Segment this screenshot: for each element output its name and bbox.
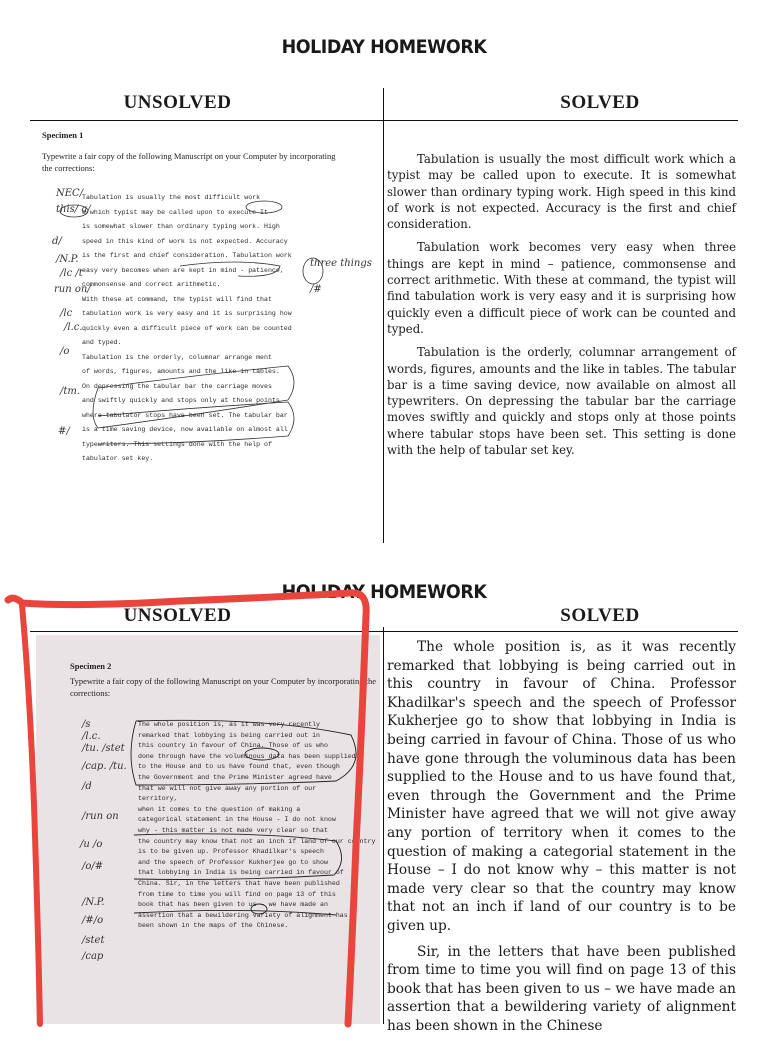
- loop-mark: [131, 720, 356, 785]
- proof-mark: /o: [60, 346, 70, 357]
- manuscript-line: remarked that lobbying is being carried out in: [138, 731, 321, 739]
- circle-mark: [303, 258, 323, 284]
- bracket-mark: [134, 910, 336, 915]
- proof-mark: /run on: [82, 811, 119, 822]
- proof-mark: run on/: [54, 284, 91, 295]
- manuscript-line: is a time saving device, now available on almost all: [82, 426, 288, 433]
- proof-mark: /N.P.: [82, 897, 105, 908]
- manuscript-line: that we will not give away any portion of our: [138, 784, 317, 792]
- manuscript-line: of words, figures, amounts and the like in tables.: [82, 368, 280, 375]
- proof-mark: /l.c.: [82, 731, 101, 742]
- homework-page-2: [0, 545, 768, 1034]
- manuscript-line: the Government and the Prime Minister agreed have: [138, 774, 332, 781]
- manuscript-line: when it comes to the question of making a: [138, 805, 301, 813]
- manuscript-line: territory,: [138, 795, 178, 803]
- manuscript-line: and swiftly quickly and stops only at those points: [82, 397, 280, 404]
- specimen-label: Specimen 1: [42, 130, 84, 140]
- unsolved-heading: UNSOLVED: [123, 605, 232, 626]
- header-rule: [30, 631, 738, 632]
- solved-paragraph: Tabulation is the orderly, columnar arrangement of words, figures, amounts and the like in tables. The tabular bar is a time saving device, now available on almost all typewriters. On depressing the tabular bar the carriage moves swiftly and quickly and stops only at those points where tabular stops have been set. This setting is done with the help of tabular set key.: [387, 345, 736, 458]
- column-divider: [383, 88, 384, 543]
- manuscript-line: done through have the voluminous data has been supplied: [138, 752, 356, 760]
- solved-paragraph: The whole position is, as it was recently remarked that lobbying is being carried out in this country in favour of China. Professor Khadilkar's speech and the speech of Professor Kukherjee go to show that lobbying in India is being carried in favour of China. Those of us who have gone through the voluminous data has been supplied to the House and to us have found that, even through the Government and the Prime Minister have agreed that we will not give away any portion of territory when it comes to the question of making a categorial statement in the House – I do not know why – this matter is not made very clear so that the country may know that not an inch if land of our country is to be given up.: [387, 639, 736, 934]
- solved-heading: SOLVED: [560, 92, 640, 113]
- loop-mark: [98, 402, 294, 444]
- manuscript-line: that lobbying in India is being carried in favour of: [138, 869, 344, 877]
- proof-mark: /cap. /tu.: [82, 761, 127, 772]
- manuscript-line: been shown in the maps of the Chinese.: [138, 922, 289, 930]
- proof-mark: /#: [310, 284, 322, 295]
- loop-mark: [134, 834, 342, 880]
- circle-mark: [60, 205, 88, 217]
- manuscript-line: is somewhat slower than ordinary typing work. High: [82, 223, 280, 230]
- proof-mark: /o/#: [82, 861, 104, 872]
- manuscript-line: typewriters. This settings done with the help of: [82, 440, 272, 448]
- specimen-instruction: Typewrite a fair copy of the following Manuscript on your Computer by incorporating the corrections:: [42, 151, 336, 173]
- proof-mark: NEC/: [56, 188, 84, 199]
- specimen-label: Specimen 2: [70, 661, 112, 671]
- manuscript-line: where tabulator stops have been set. The tabular bar: [82, 411, 288, 419]
- proof-mark: /#/o: [82, 915, 104, 926]
- manuscript-line: commonsense and correct arithmetic.: [82, 281, 221, 288]
- correction-marks: [36, 635, 380, 1024]
- proof-mark: /stet: [82, 935, 105, 946]
- proof-mark: /s: [82, 719, 91, 730]
- manuscript-line: quickly even a difficult piece of work can be counted: [82, 324, 292, 332]
- proof-mark: #/: [58, 426, 70, 437]
- manuscript-line: categorical statement in the House - I do not know: [138, 816, 336, 824]
- manuscript-line: a which typist may be called upon to execute It: [82, 208, 268, 216]
- proof-mark: /N.P.: [56, 254, 79, 265]
- unsolved-manuscript: [38, 126, 378, 486]
- loop-mark: [93, 366, 294, 428]
- proof-mark: /lc: [60, 308, 73, 319]
- proof-mark: /cap: [82, 951, 104, 962]
- manuscript-line: is the first and chief consideration. Tabulation work: [82, 252, 292, 259]
- manuscript-line: On depressing the tabular bar the carriage moves: [82, 382, 272, 390]
- manuscript-line: and typed.: [82, 339, 122, 346]
- solved-heading: SOLVED: [560, 605, 640, 626]
- proof-mark: /d: [82, 781, 92, 792]
- manuscript-line: book that has been given to us - we have made an: [138, 901, 328, 909]
- solved-paragraph: Tabulation is usually the most difficult work which a typist may be called upon to execute. It is somewhat slower than ordinary typing work. High speed in this kind of work is not expected. Accuracy is the first and chief consideration.: [387, 152, 736, 232]
- proof-mark: /tm.: [60, 386, 81, 397]
- manuscript-line: speed in this kind of work is not expected. Accuracy: [82, 237, 288, 245]
- manuscript-line: assertion that a bewildering variety of alignment has: [138, 911, 348, 919]
- solved-text: [387, 638, 736, 1042]
- proof-mark: /tu. /stet: [82, 743, 125, 754]
- proof-mark: /u /o: [80, 839, 103, 850]
- correction-marks: [38, 126, 378, 486]
- manuscript-line: China. Sir, in the letters that have been published: [138, 880, 340, 887]
- solved-paragraph: Tabulation work becomes very easy when three things are kept in mind – patience, commonsense and correct arithmetic. With these at command, the typist will find tabulation work is very easy and it is surprising how quickly even a difficult piece of work can be counted and typed.: [387, 240, 736, 336]
- column-divider: [383, 627, 384, 1024]
- manuscript-line: to the House and to us have found that, even though: [138, 763, 340, 771]
- manuscript-line: is to be given up. Professor Khadilkar's speech: [138, 848, 324, 856]
- proof-mark: d/: [52, 236, 62, 247]
- proof-mark: three things: [310, 258, 372, 269]
- page-title: HOLIDAY HOMEWORK: [281, 36, 487, 58]
- manuscript-line: Tabulation is the orderly, columnar arrange ment: [82, 353, 272, 361]
- manuscript-line: why - this matter is not made very clear so that: [138, 827, 328, 834]
- solved-paragraph: Sir, in the letters that have been published from time to time you will find on page 13 of this book that has been given to us – we have made an assertion that a bewildering variety of alignment has been shown in the Chinese: [387, 943, 736, 1034]
- manuscript-line: the country may know that not an inch if land of our country: [138, 837, 376, 845]
- manuscript-line: and the speech of Professor Kukherjee go to show: [138, 858, 328, 866]
- proof-mark: /l.c.: [64, 322, 83, 333]
- manuscript-line: from time to time you will find on page 13 of this: [138, 890, 336, 898]
- unsolved-manuscript-photo: [36, 635, 380, 1024]
- specimen-instruction: Typewrite a fair copy of the following Manuscript on your Computer by incorporating the corrections:: [70, 676, 377, 698]
- page-title: HOLIDAY HOMEWORK: [281, 581, 487, 603]
- manuscript-line: tabulation work is very easy and it is surprising how: [82, 310, 292, 317]
- manuscript-line: Tabulation is usually the most difficult work: [82, 194, 261, 201]
- unsolved-heading: UNSOLVED: [123, 92, 232, 113]
- circle-mark: [251, 904, 267, 914]
- header-rule: [30, 120, 738, 121]
- manuscript-line: easy very becomes when are kept in mind - patience,: [82, 266, 284, 274]
- manuscript-line: this country in favour of China. Those of us who: [138, 742, 328, 750]
- manuscript-line: With these at command, the typist will find that: [82, 295, 272, 303]
- manuscript-line: tabulator set key.: [82, 455, 154, 462]
- circle-mark: [246, 201, 282, 213]
- circle-mark: [245, 748, 279, 760]
- proof-mark: /lc /t: [60, 268, 83, 279]
- manuscript-line: The whole position is, as it was very recently: [138, 721, 321, 728]
- proof-mark: this/ a/: [56, 204, 91, 215]
- bracket-mark: [180, 262, 280, 276]
- solved-text: [387, 151, 736, 465]
